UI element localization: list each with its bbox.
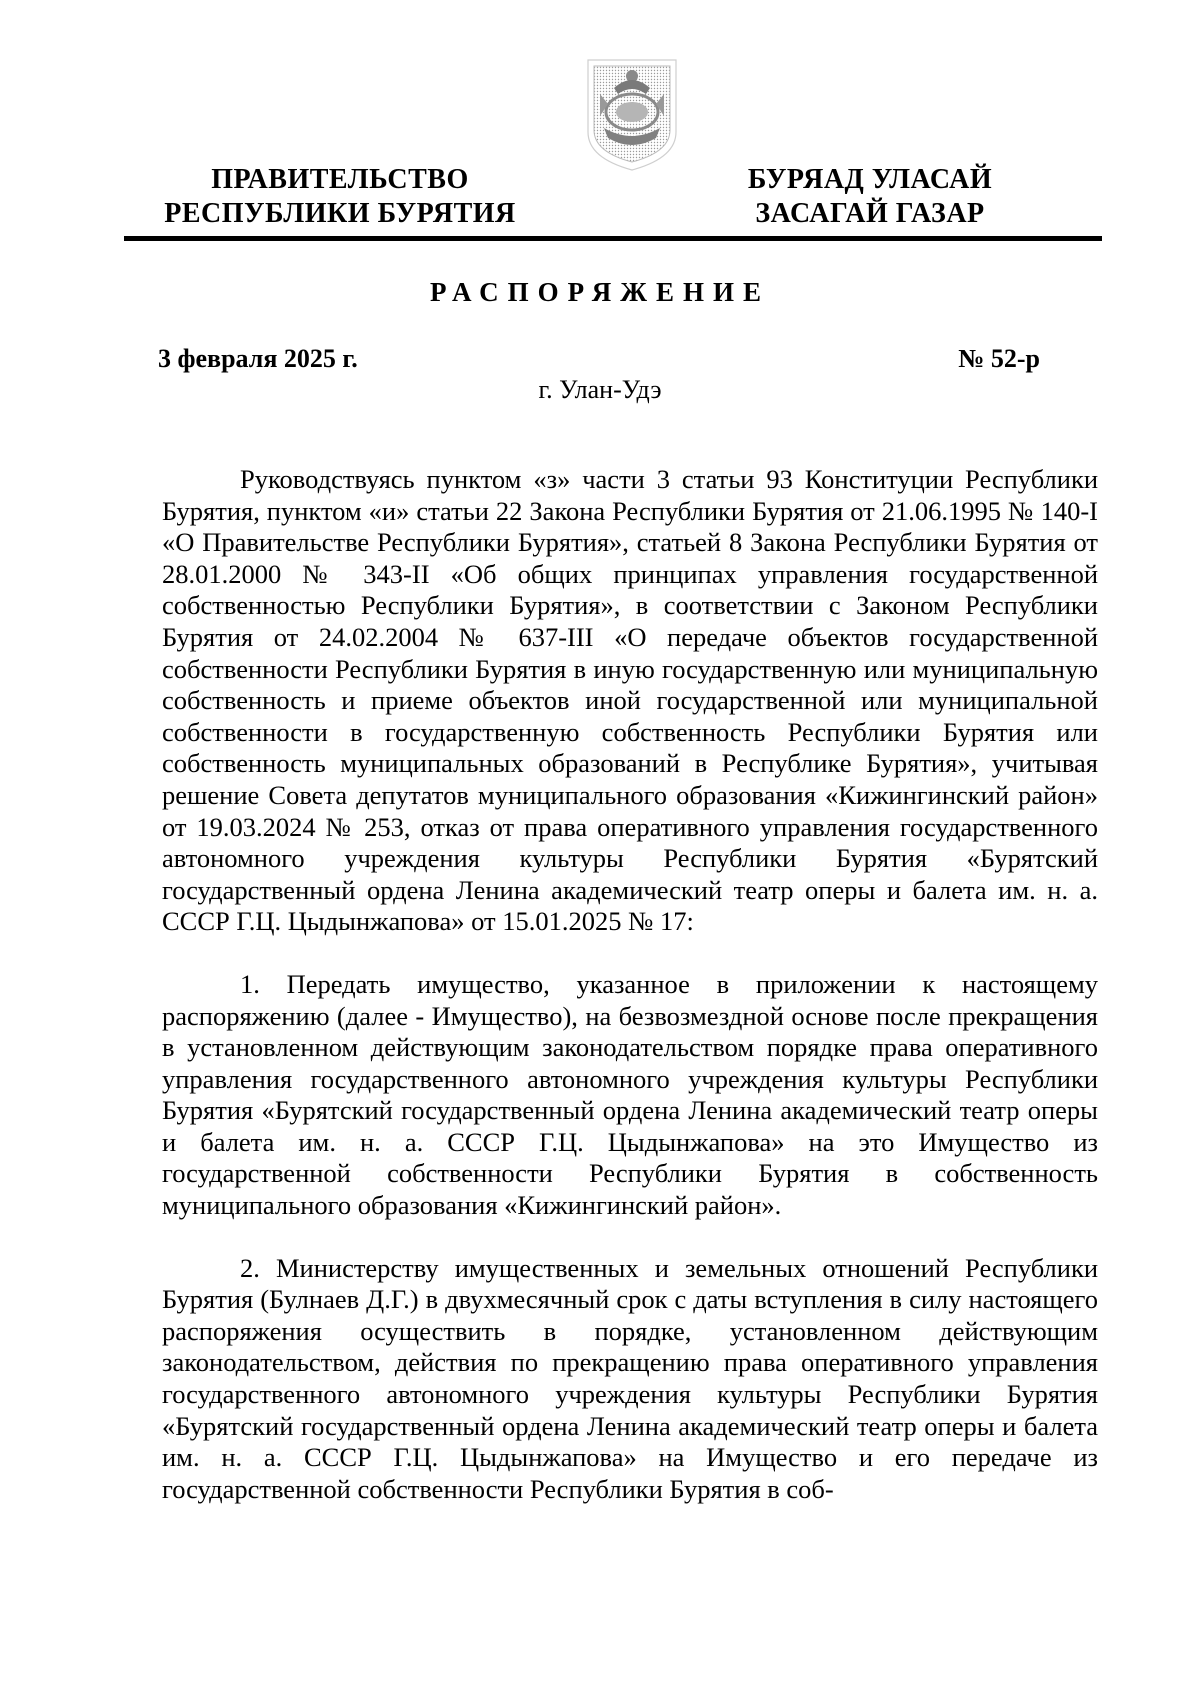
document-number: № 52-р bbox=[958, 344, 1040, 373]
header-right-line2: ЗАСАГАЙ ГАЗАР bbox=[755, 198, 985, 229]
header-russian-name bbox=[150, 163, 530, 231]
document-body bbox=[162, 464, 1098, 1505]
document-date: 3 февраля 2025 г. bbox=[158, 344, 358, 373]
header-buryat-name bbox=[705, 163, 1035, 231]
header-left-line2: РЕСПУБЛИКИ БУРЯТИЯ bbox=[164, 198, 516, 229]
item-1-paragraph: 1. Передать имущество, указанное в приложении к настоящему распоряжению (далее - Имущество), на безвозмездной основе после прекращения в установленном действующим законодательством порядке права оперативного управления государственного автономного учреждения культуры Республики Бурятия «Бурятский государственный ордена Ленина академический театр оперы и балета им. н. а. СССР Г.Ц. Цыдынжапова» на это Имущество из государственной собственности Республики Бурятия в собственность муниципального образования «Кижингинский район». bbox=[162, 968, 1098, 1221]
coat-of-arms-buryatia-icon bbox=[584, 54, 680, 174]
coat-of-arms-emblem bbox=[584, 54, 680, 174]
preamble-paragraph: Руководствуясь пунктом «з» части 3 статьи 93 Конституции Республики Бурятия, пунктом «и» статьи 22 Закона Республики Бурятия от 21.06.1995 № 140-I «О Правительстве Республики Бурятия», статьей 8 Закона Республики Бурятия от 28.01.2000 № 343-II «Об общих принципах управления государственной собственностью Республики Бурятия», в соответствии с Законом Республики Бурятия от 24.02.2004 № 637-III «О передаче объектов государственной собственности Республики Бурятия в иную государственную или муниципальную собственность и приеме объектов иной государственной или муниципальной собственности в государственную собственность Республики Бурятия или собственность муниципальных образований в Республике Бурятия», учитывая решение Совета депутатов муниципального образования «Кижингинский район» от 19.03.2024 № 253, отказ от права оперативного управления государственного автономного учреждения культуры Республики Бурятия «Бурятский государственный ордена Ленина академический театр оперы и балета им. н. а. СССР Г.Ц. Цыдынжапова» от 15.01.2025 № 17: bbox=[162, 464, 1098, 937]
header-right-line1: БУРЯАД УЛАСАЙ bbox=[747, 164, 993, 195]
header-divider bbox=[124, 236, 1102, 241]
header-left-line1: ПРАВИТЕЛЬСТВО bbox=[211, 164, 469, 195]
document-title: РАСПОРЯЖЕНИЕ bbox=[429, 277, 771, 307]
item-2-paragraph: 2. Министерству имущественных и земельных отношений Республики Бурятия (Булнаев Д.Г.) в двухмесячный срок с даты вступления в силу настоящего распоряжения осуществить в порядке, установленном действующим законодательством, действия по прекращению права оперативного управления государственного автономного учреждения культуры Республики Бурятия «Бурятский государственный ордена Ленина академический театр оперы и балета им. н. а. СССР Г.Ц. Цыдынжапова» на Имущество и его передаче из государственной собственности Республики Бурятия в соб- bbox=[162, 1252, 1098, 1504]
document-city: г. Улан-Удэ bbox=[538, 375, 662, 404]
